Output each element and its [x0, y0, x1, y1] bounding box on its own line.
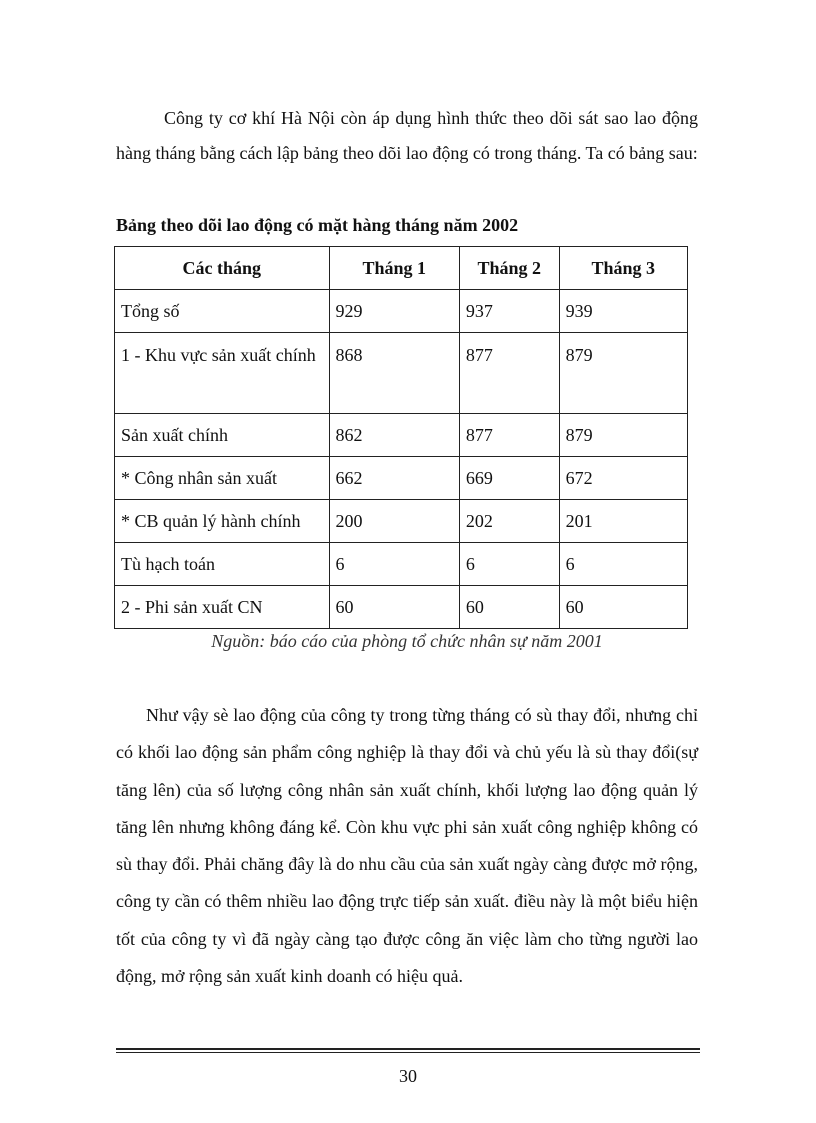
table-cell: 937: [459, 290, 559, 333]
row-label: Sản xuất chính: [115, 414, 330, 457]
row-label: Tù hạch toán: [115, 543, 330, 586]
table-row: [115, 543, 688, 586]
table-cell: 879: [559, 414, 687, 457]
table-cell: 877: [459, 333, 559, 414]
table-cell: 200: [329, 500, 459, 543]
table-header-row: [115, 247, 688, 290]
table-row: [115, 414, 688, 457]
table-row: [115, 500, 688, 543]
table-cell: 662: [329, 457, 459, 500]
table-cell: 6: [329, 543, 459, 586]
table-cell: 60: [329, 586, 459, 629]
table-cell: 877: [459, 414, 559, 457]
table-cell: 60: [459, 586, 559, 629]
table-row: [115, 457, 688, 500]
table-header-cell: Tháng 3: [559, 247, 687, 290]
table-cell: 60: [559, 586, 687, 629]
table-title: Bảng theo dõi lao động có mặt hàng tháng năm 2002: [116, 215, 519, 235]
table-cell: 862: [329, 414, 459, 457]
table-cell: 868: [329, 333, 459, 414]
table-header-cell: Tháng 2: [459, 247, 559, 290]
table-cell: 939: [559, 290, 687, 333]
footer-divider: [116, 1048, 700, 1050]
table-cell: 929: [329, 290, 459, 333]
row-label: 1 - Khu vực sản xuất chính: [115, 333, 330, 414]
row-label: * Công nhân sản xuất: [115, 457, 330, 500]
table-cell: 201: [559, 500, 687, 543]
row-label: * CB quản lý hành chính: [115, 500, 330, 543]
table-cell: 6: [459, 543, 559, 586]
table-header-cell: Các tháng: [115, 247, 330, 290]
table-source-note: Nguồn: báo cáo của phòng tổ chức nhân sự năm 2001: [211, 631, 603, 651]
table-cell: 202: [459, 500, 559, 543]
table-cell: 6: [559, 543, 687, 586]
table-row: [115, 290, 688, 333]
table-header-cell: Tháng 1: [329, 247, 459, 290]
row-label: Tổng số: [115, 290, 330, 333]
table-cell: 879: [559, 333, 687, 414]
conclusion-paragraph: Như vậy sè lao động của công ty trong từng tháng có sù thay đổi, nhưng chỉ có khối lao động sản phẩm công nghiệp là thay đổi và chủ yếu là sù thay đổi(sự tăng lên) của số lượng công nhân sản xuất chính, khối lượng lao động quản lý tăng lên nhưng không đáng kể. Còn khu vực phi sản xuất công nghiệp không có sù thay đổi. Phải chăng đây là do nhu cầu của sản xuất ngày càng được mở rộng, công ty cần có thêm nhiều lao động trực tiếp sản xuất. điều này là một biểu hiện tốt của công ty vì đã ngày càng tạo được công ăn việc làm cho từng người lao động, mở rộng sản xuất kinh doanh có hiệu quả.: [116, 705, 698, 987]
table-cell: 672: [559, 457, 687, 500]
table-row: [115, 586, 688, 629]
row-label: 2 - Phi sản xuất CN: [115, 586, 330, 629]
footer-divider: [116, 1052, 700, 1053]
labor-table: [114, 246, 688, 629]
page-number: 30: [399, 1066, 417, 1086]
table-row: [115, 333, 688, 414]
table-cell: 669: [459, 457, 559, 500]
intro-paragraph: Công ty cơ khí Hà Nội còn áp dụng hình thức theo dõi sát sao lao động hàng tháng bằng cách lập bảng theo dõi lao động có trong tháng. Ta có bảng sau:: [116, 108, 698, 163]
